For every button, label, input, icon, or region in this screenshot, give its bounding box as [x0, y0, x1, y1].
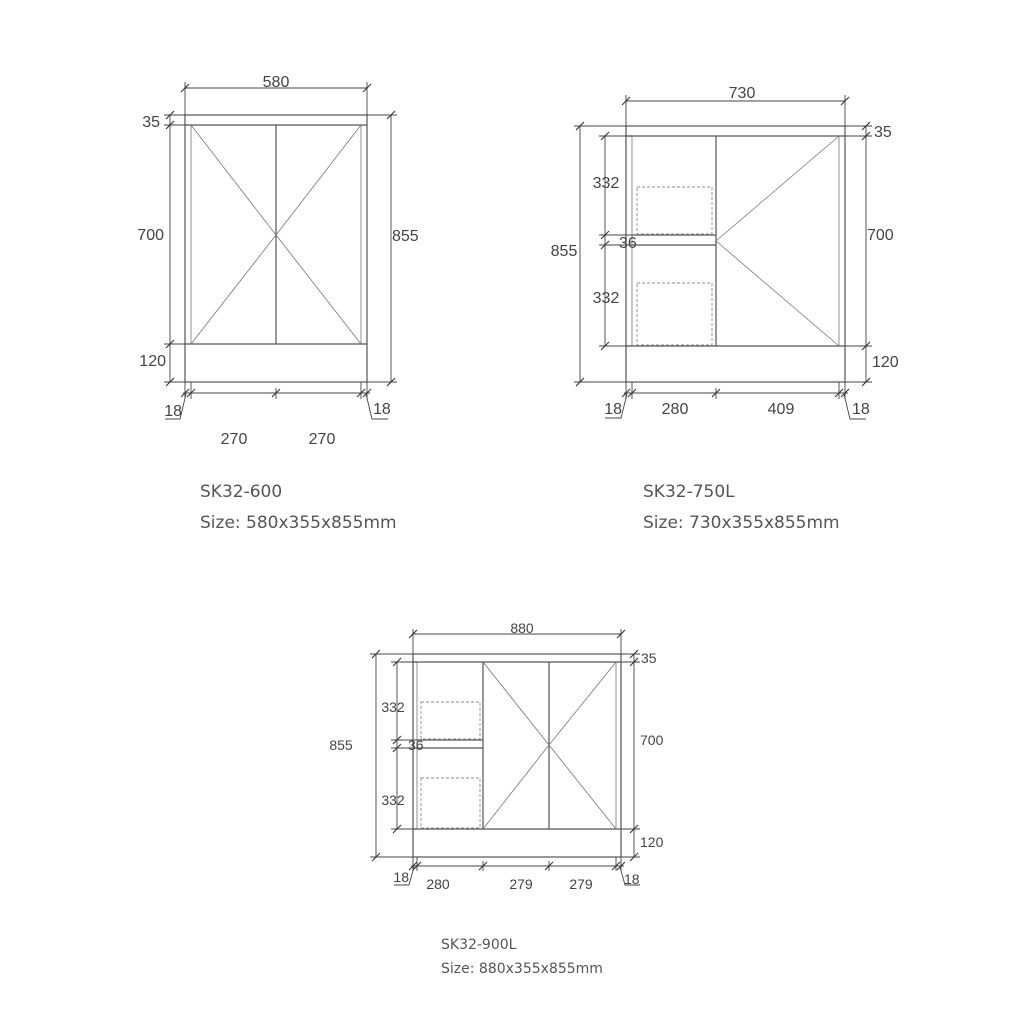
dimension-labels — [137, 74, 419, 448]
drawing-sk32-600 — [137, 74, 419, 448]
cabinet-outline — [413, 654, 621, 857]
drawing-sk32-750l — [551, 85, 899, 419]
dimension-lines — [574, 95, 872, 419]
dim-drawer-width: 280 — [426, 876, 450, 892]
dim-door-width: 409 — [767, 401, 795, 418]
dim-base: 120 — [139, 353, 166, 370]
model-size-sk32-900l: Size: 880x355x855mm — [441, 961, 603, 977]
dim-door-left: 270 — [220, 431, 248, 448]
model-size-sk32-600: Size: 580x355x855mm — [200, 513, 397, 533]
dim-width: 880 — [510, 620, 534, 636]
dim-total-height: 855 — [329, 737, 353, 753]
dimension-labels — [329, 620, 663, 892]
dim-door-right: 279 — [569, 876, 593, 892]
dim-side-left: 18 — [164, 403, 182, 420]
dim-top: 35 — [874, 124, 892, 141]
dim-total-height: 855 — [550, 243, 578, 260]
dim-width: 730 — [728, 85, 756, 102]
dim-drawer-top: 332 — [592, 175, 620, 192]
model-code-sk32-900l: SK32-900L — [441, 937, 517, 953]
dimension-lines — [164, 82, 397, 419]
dim-side-right: 18 — [852, 401, 870, 418]
dim-side-left: 18 — [393, 869, 409, 885]
door-opening-lines — [716, 136, 839, 346]
drawer-boxes-hidden — [637, 187, 712, 345]
cabinet-outline — [626, 126, 845, 382]
model-code-sk32-750l: SK32-750L — [643, 482, 735, 502]
dim-door-height: 700 — [137, 227, 164, 244]
dim-door-height: 700 — [640, 732, 664, 748]
dim-width: 580 — [262, 74, 290, 91]
dim-drawer-bottom: 332 — [592, 290, 620, 307]
dim-base: 120 — [872, 354, 899, 371]
model-code-sk32-600: SK32-600 — [200, 482, 283, 502]
dim-side-right: 18 — [624, 871, 640, 887]
dim-drawer-bottom: 332 — [381, 792, 405, 808]
dimension-lines — [370, 629, 640, 885]
model-size-sk32-750l: Size: 730x355x855mm — [643, 513, 840, 533]
dim-base: 120 — [640, 834, 664, 850]
dim-door-height: 700 — [867, 227, 894, 244]
dim-door-left: 279 — [509, 876, 533, 892]
dim-drawer-top: 332 — [381, 699, 405, 715]
dim-total-height: 855 — [392, 228, 419, 245]
drawer-boxes-hidden — [421, 702, 480, 828]
dim-door-right: 270 — [308, 431, 336, 448]
cabinet-outline — [185, 115, 367, 382]
dim-drawer-gap: 36 — [408, 737, 424, 753]
dim-side-left: 18 — [604, 401, 622, 418]
dim-top: 35 — [142, 114, 160, 131]
drawing-sk32-900l — [329, 620, 663, 892]
dim-drawer-gap: 36 — [619, 235, 637, 252]
dim-side-right: 18 — [373, 401, 391, 418]
dimension-labels — [551, 85, 899, 418]
dim-drawer-width: 280 — [661, 401, 689, 418]
dim-top: 35 — [641, 650, 657, 666]
